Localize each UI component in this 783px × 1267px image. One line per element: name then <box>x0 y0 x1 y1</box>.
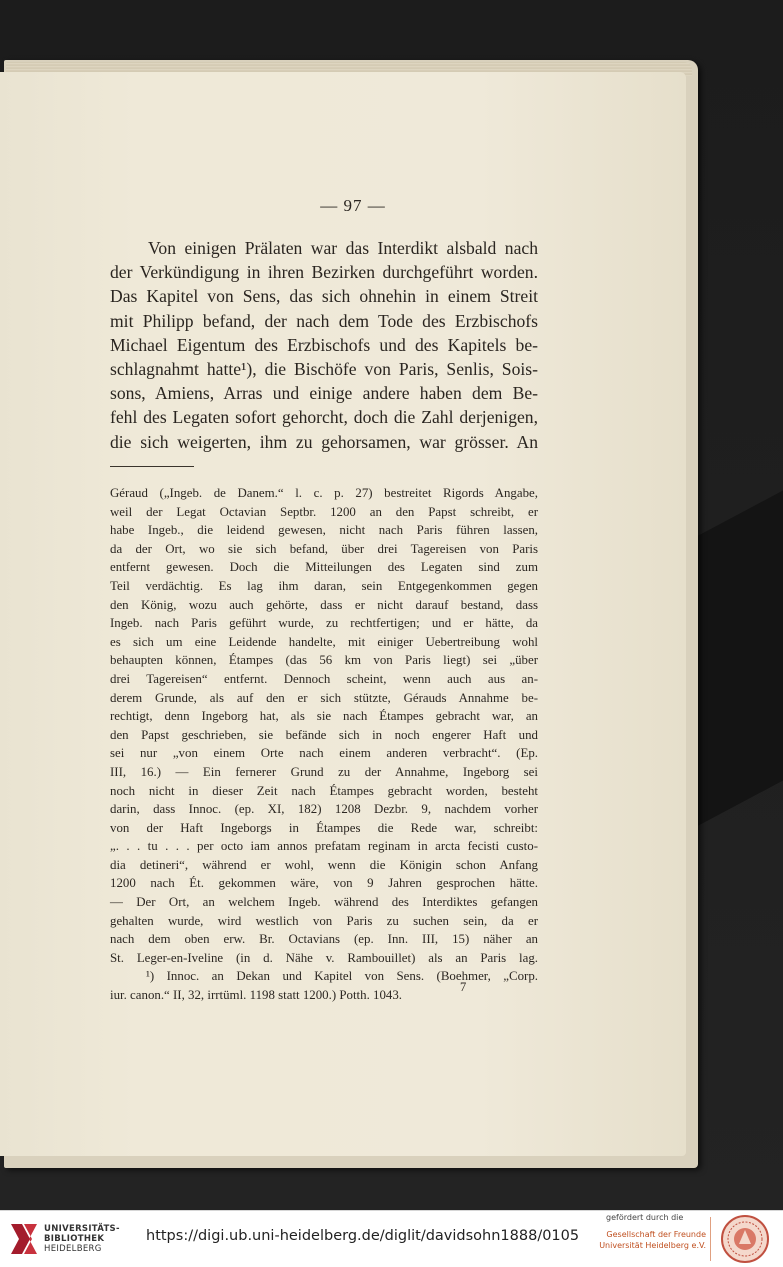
note-line: entfernt gewesen. Doch die Mitteilungen des Legaten sind zum <box>110 560 538 575</box>
sponsor-name-line: Universität Heidelberg e.V. <box>599 1241 706 1250</box>
text-line: die sich weigerten, ihm zu gehorsamen, war grösser. An <box>110 431 538 452</box>
footnote-line: iur. canon.“ II, 32, irrtüml. 1198 statt 1200.) Potth. 1043. <box>110 988 403 1003</box>
footnotes <box>110 484 538 1005</box>
text-line: Michael Eigentum des Erzbischofs und des Kapitels be- <box>110 334 538 355</box>
university-seal-icon <box>720 1214 770 1264</box>
text-line: der Verkündigung in ihren Bezirken durchgeführt worden. <box>110 262 538 283</box>
note-line: sei nur „von einem Orte nach einem anderen verbracht“. (Ep. <box>110 746 538 761</box>
note-line: III, 16.) — Ein fernerer Grund zu der Annahme, Ingeborg sei <box>110 764 538 779</box>
note-line: „. . . tu . . . per octo iam annos prefatam reginam in arcta fecisti custo- <box>110 839 538 854</box>
note-line: St. Leger-en-Iveline (in d. Nähe v. Rambouillet) als an Paris lag. <box>110 950 538 965</box>
library-name-line: BIBLIOTHEK <box>44 1234 105 1244</box>
sponsor-divider <box>710 1217 711 1261</box>
note-line: behaupten können, Étampes (das 56 km von Paris liegt) sei „über <box>110 653 538 668</box>
library-name-line: HEIDELBERG <box>44 1244 102 1254</box>
footnote-line: ¹) Innoc. an Dekan und Kapitel von Sens. (Boehmer, „Corp. <box>146 969 538 984</box>
note-line: rechtigt, denn Ingeborg hat, als sie nach Étampes gebracht war, an <box>110 709 538 724</box>
main-text <box>110 236 538 454</box>
note-line: habe Ingeb., die leidend gewesen, nicht nach Paris führen lassen, <box>110 523 538 538</box>
note-line: Teil verdächtig. Es lag ihm daran, sein Entgegenkommen gegen <box>110 578 538 593</box>
note-line: weil der Legat Octavian Septbr. 1200 an den Papst schreibt, er <box>110 504 538 519</box>
footnote-rule <box>110 466 194 467</box>
text-line: Von einigen Prälaten war das Interdikt alsbald nach <box>148 238 538 258</box>
text-line: mit Philipp befand, der nach dem Tode des Erzbischofs <box>110 310 538 331</box>
note-line: gehalten wurde, wird westlich von Paris zu suchen sein, da er <box>110 913 538 928</box>
text-line: schlagnahmt hatte¹), die Bischöfe von Paris, Senlis, Sois- <box>110 359 538 380</box>
note-line: den König, wozu auch gehörte, dass er nicht darauf bestand, dass <box>110 597 538 612</box>
note-line: den Papst geschrieben, sie befände sich in noch engerer Haft und <box>110 727 538 742</box>
note-line: dia detineri“, während er wohl, wenn die Königin schon Anfang <box>110 857 538 872</box>
note-line: — Der Ort, an welchem Ingeb. während des Interdiktes gefangen <box>110 895 538 910</box>
note-line: da der Ort, wo sie sich befand, über drei Tagereisen von Paris <box>110 541 538 556</box>
note-line: darin, dass Innoc. (ep. XI, 182) 1208 Dezbr. 9, nachdem vorher <box>110 802 538 817</box>
library-name-line: UNIVERSITÄTS- <box>44 1224 120 1234</box>
note-line: 1200 nach Ét. gekommen wäre, von 9 Jahren gesprochen hätte. <box>110 876 538 891</box>
note-line: noch nicht in dieser Zeit nach Étampes gebracht worden, besteht <box>110 783 538 798</box>
library-logo-icon <box>8 1221 40 1257</box>
note-line: derem Grunde, als auf den er sich stützte, Gérauds Annahme be- <box>110 690 538 705</box>
note-line: es sich um eine Leidende handelte, mit einiger Uebertreibung wohl <box>110 634 538 649</box>
text-line: Das Kapitel von Sens, das sich ohnehin in einem Streit <box>110 286 538 307</box>
note-line: Ingeb. nach Paris geführt wurde, zu rechtfertigen; und er hätte, da <box>110 616 538 631</box>
library-name <box>44 1224 120 1254</box>
page-url-link[interactable]: https://digi.ub.uni-heidelberg.de/diglit/davidsohn1888/0105 <box>146 1228 580 1244</box>
note-line: Géraud („Ingeb. de Danem.“ l. c. p. 27) bestreitet Rigords Angabe, <box>110 486 538 500</box>
book-page <box>0 72 686 1156</box>
book-cover-shadow <box>690 491 783 830</box>
note-line: nach dem oben erw. Br. Octavians (ep. Inn. III, 15) näher an <box>110 932 538 947</box>
viewer-footer <box>0 1210 783 1267</box>
sponsor-name-line: Gesellschaft der Freunde <box>606 1230 706 1239</box>
note-line: von der Haft Ingeborgs in Étampes die Rede war, schreibt: <box>110 820 538 835</box>
note-line: drei Tagereisen“ entfernt. Dennoch scheint, wenn auch aus an- <box>110 671 538 686</box>
page-number: — 97 — <box>320 196 386 215</box>
sponsor-label: gefördert durch die <box>606 1213 684 1222</box>
text-line: sons, Amiens, Arras und einige andere haben dem Be- <box>110 383 538 404</box>
text-line: fehl des Legaten sofort gehorcht, doch die Zahl derjenigen, <box>110 407 538 428</box>
signature-mark: 7 <box>460 980 467 994</box>
sponsor-name[interactable] <box>592 1229 706 1251</box>
